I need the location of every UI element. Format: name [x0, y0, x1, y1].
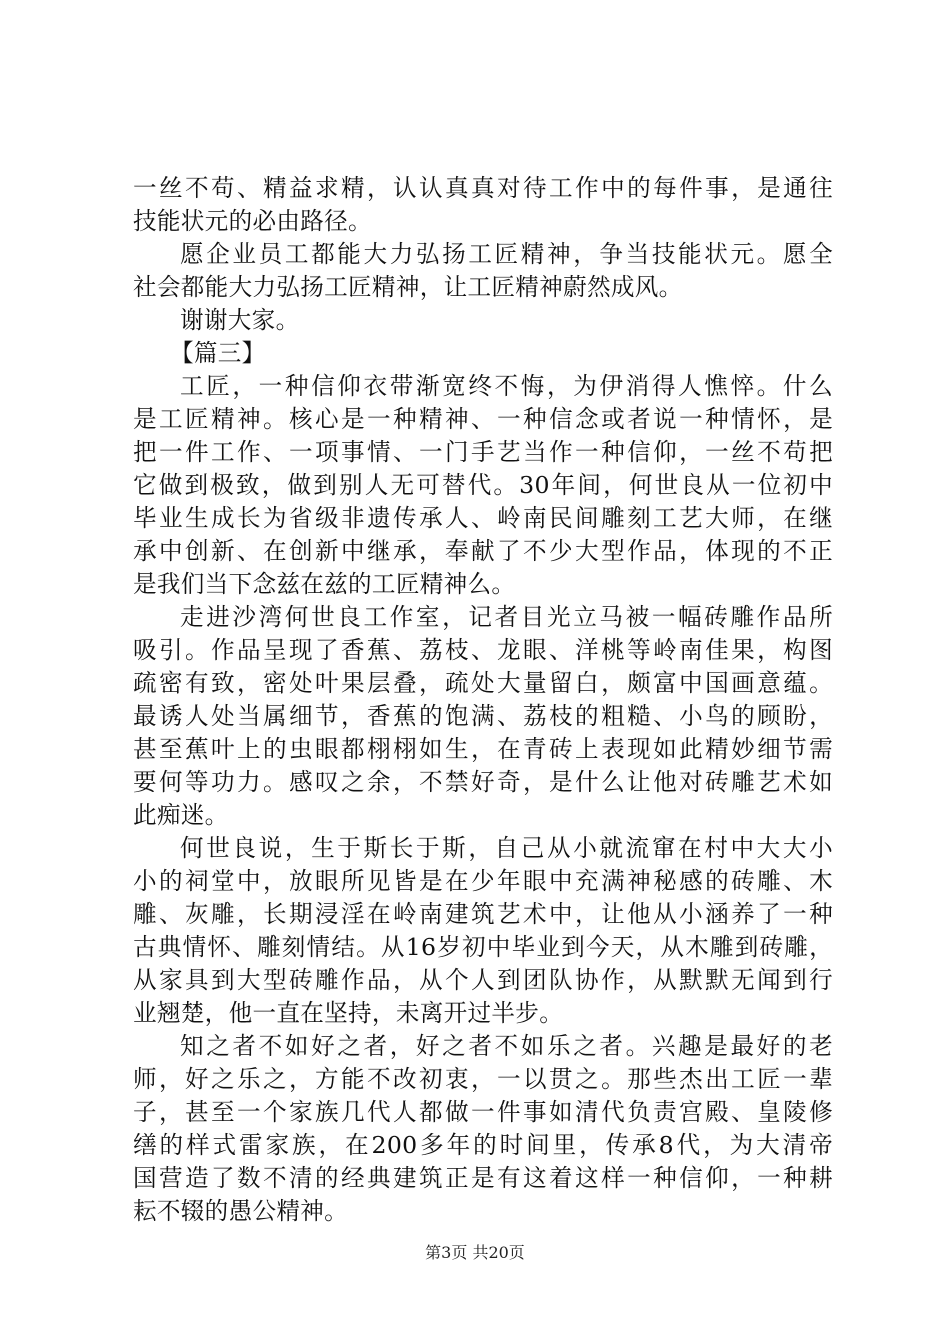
- text-line: 工匠，一种信仰衣带渐宽终不悔，为伊消得人憔悴。什么: [180, 372, 833, 400]
- text-line: 雕、灰雕，长期浸淫在岭南建筑艺术中，让他从小涵养了一种: [133, 900, 833, 928]
- text-line: 是工匠精神。核心是一种精神、一种信念或者说一种情怀，是: [133, 405, 833, 433]
- text-line: 国营造了数不清的经典建筑正是有这着这样一种信仰，一种耕: [133, 1164, 833, 1192]
- section-heading: 【篇三】: [170, 339, 266, 367]
- text-line: 谢谢大家。: [180, 306, 300, 334]
- page-number-footer: 第3页 共20页: [425, 1243, 525, 1262]
- text-line: 毕业生成长为省级非遗传承人、岭南民间雕刻工艺大师，在继: [133, 504, 833, 532]
- text-line: 古典情怀、雕刻情结。从16岁初中毕业到今天，从木雕到砖雕，: [133, 933, 833, 961]
- text-line: 子，甚至一个家族几代人都做一件事如清代负责宫殿、皇陵修: [133, 1098, 833, 1126]
- text-line: 承中创新、在创新中继承，奉献了不少大型作品，体现的不正: [133, 537, 833, 565]
- text-line: 小的祠堂中，放眼所见皆是在少年眼中充满神秘感的砖雕、木: [133, 867, 833, 895]
- text-line: 业翘楚，他一直在坚持，未离开过半步。: [133, 999, 564, 1027]
- text-line: 是我们当下念兹在兹的工匠精神么。: [133, 570, 516, 598]
- text-line: 技能状元的必由路径。: [133, 207, 372, 235]
- document-body: [133, 172, 833, 1228]
- text-line: 它做到极致，做到别人无可替代。30年间，何世良从一位初中: [133, 471, 833, 499]
- text-line: 缮的样式雷家族，在200多年的时间里，传承8代，为大清帝: [133, 1131, 833, 1159]
- text-line: 最诱人处当属细节，香蕉的饱满、荔枝的粗糙、小鸟的顾盼，: [133, 702, 833, 730]
- text-line: 疏密有致，密处叶果层叠，疏处大量留白，颇富中国画意蕴。: [133, 669, 833, 697]
- text-line: 甚至蕉叶上的虫眼都栩栩如生，在青砖上表现如此精妙细节需: [133, 735, 833, 763]
- text-line: 师，好之乐之，方能不改初衷，一以贯之。那些杰出工匠一辈: [133, 1065, 833, 1093]
- text-line: 何世良说，生于斯长于斯，自己从小就流窜在村中大大小: [180, 834, 833, 862]
- text-line: 走进沙湾何世良工作室，记者目光立马被一幅砖雕作品所: [180, 603, 833, 631]
- text-line: 把一件工作、一项事情、一门手艺当作一种信仰，一丝不苟把: [133, 438, 833, 466]
- text-line: 要何等功力。感叹之余，不禁好奇，是什么让他对砖雕艺术如: [133, 768, 833, 796]
- text-line: 一丝不苟、精益求精，认认真真对待工作中的每件事，是通往: [133, 174, 833, 202]
- text-line: 此痴迷。: [133, 801, 229, 829]
- text-line: 耘不辍的愚公精神。: [133, 1197, 349, 1225]
- text-line: 愿企业员工都能大力弘扬工匠精神，争当技能状元。愿全: [180, 240, 833, 268]
- text-line: 从家具到大型砖雕作品，从个人到团队协作，从默默无闻到行: [133, 966, 833, 994]
- text-line: 知之者不如好之者，好之者不如乐之者。兴趣是最好的老: [180, 1032, 833, 1060]
- text-line: 社会都能大力弘扬工匠精神，让工匠精神蔚然成风。: [133, 273, 683, 301]
- text-line: 吸引。作品呈现了香蕉、荔枝、龙眼、洋桃等岭南佳果，构图: [133, 636, 833, 664]
